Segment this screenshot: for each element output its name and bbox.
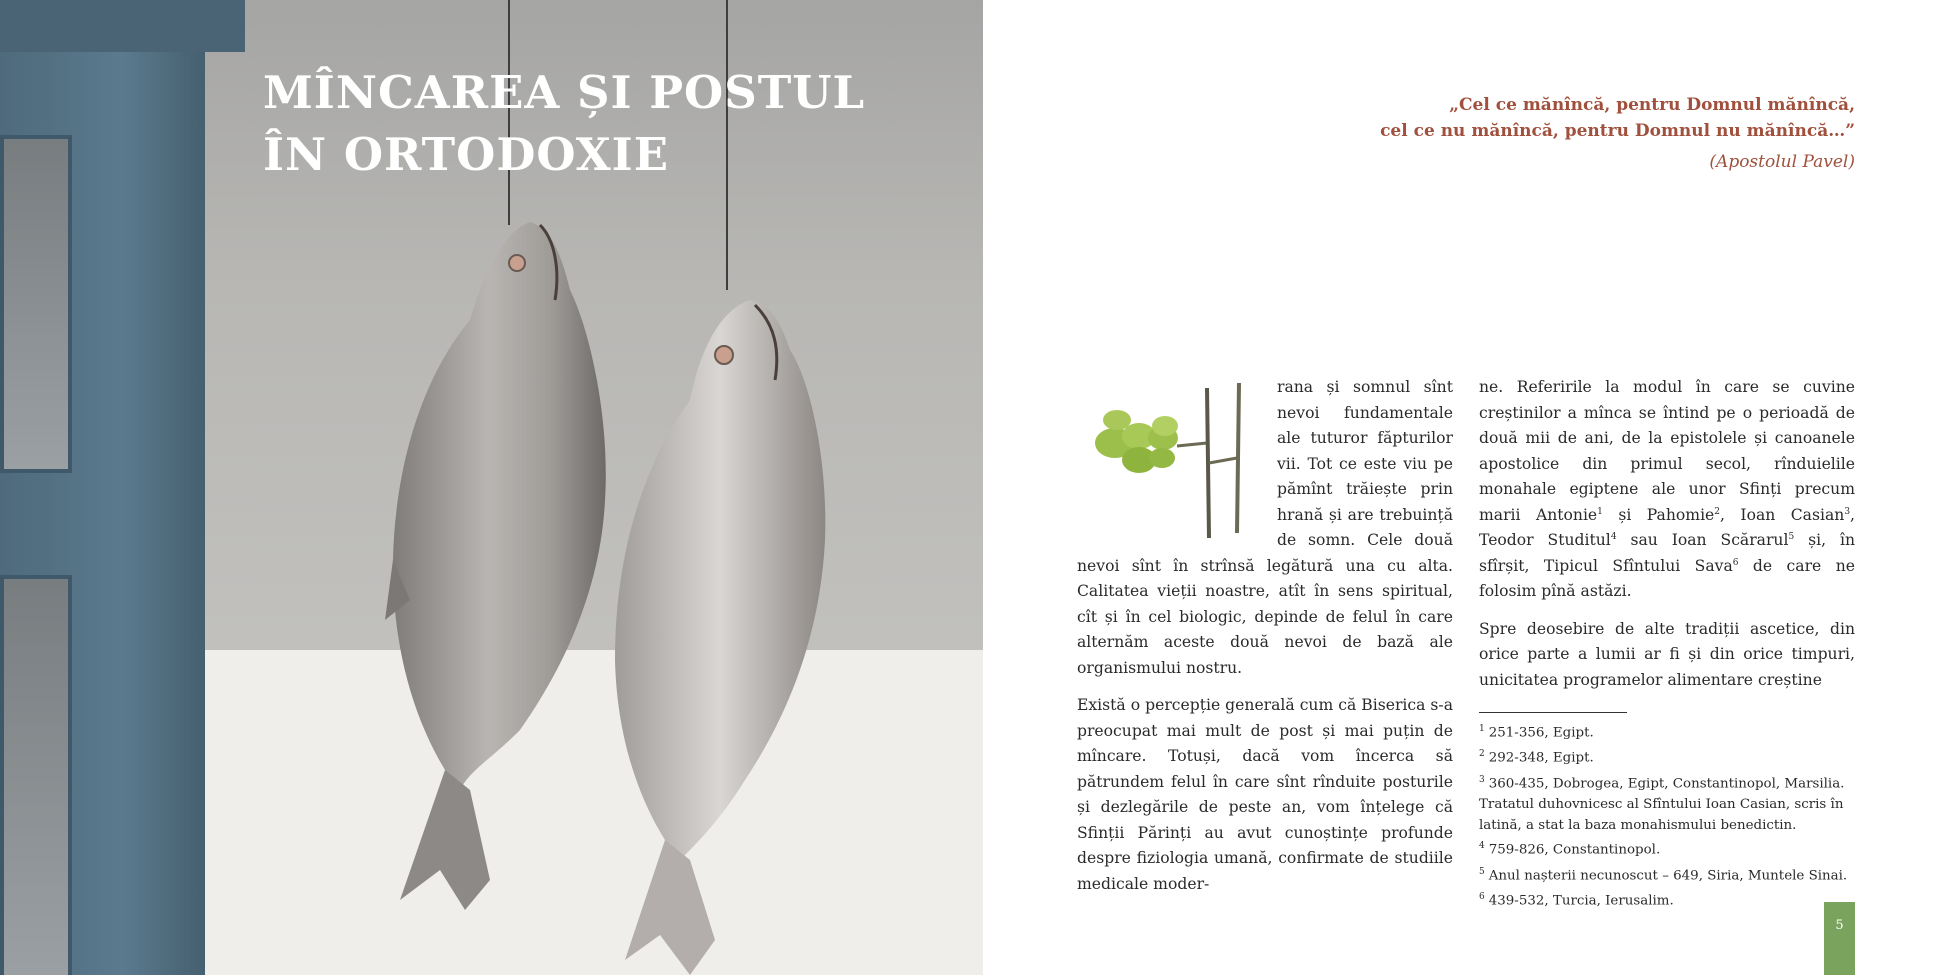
footnote-5 <box>1479 862 1855 887</box>
footnote-ref-2[interactable]: 2 <box>1714 506 1721 517</box>
title-line-2: ÎN ORTODOXIE <box>263 128 670 181</box>
paragraph-3-part-f: și, în sfîrșit, Tipicul Sfîntului Sava <box>1479 531 1855 575</box>
footnote-text: 439-532, Turcia, Ierusalim. <box>1488 893 1674 909</box>
paragraph-3-part-a: ne. Referirile la modul în care se cuvine creștinilor a mînca se întind pe o perioadă de două mii de ani, de la epistolele și canoanele apostolice din primul secol, rînduielile monahale egiptene ale unor Sfinți precum marii Antonie <box>1479 378 1855 524</box>
footnote-text: 759-826, Constantinopol. <box>1488 842 1661 858</box>
footnote-ref-4[interactable]: 4 <box>1610 531 1617 542</box>
title-line-1: MÎNCAREA ȘI POSTUL <box>263 66 866 119</box>
footnote-ref-1[interactable]: 1 <box>1597 506 1603 517</box>
footnote-number: 3 <box>1479 774 1485 785</box>
footnote-6 <box>1479 887 1855 912</box>
dropcap-grapes-illustration <box>1077 378 1269 548</box>
paragraph-2: Există o percepție generală cum că Biserica s-a preocupat mai mult de post și mai puțin de mîncare. Totuși, dacă vom încerca să pătrundem felul în care sînt rînduite posturile și dezlegările de peste an, vom înțelege că Sfinții Părinți au avut cunoștințe profunde despre fiziologia umană, confirmate de studiile medicale moder- <box>1077 696 1453 893</box>
footnote-text: 360-435, Dobrogea, Egipt, Constantinopol, Marsilia. Tratatul duhovnicesc al Sfîntului Ioan Casian, scris în latină, a stat la baza monahismului benedictin. <box>1479 776 1845 833</box>
footnote-ref-6[interactable]: 6 <box>1732 557 1739 568</box>
footnote-2 <box>1479 744 1855 769</box>
footnote-text: Anul nașterii necunoscut – 649, Siria, Muntele Sinai. <box>1488 868 1848 884</box>
footnote-text: 292-348, Egipt. <box>1488 750 1594 766</box>
fish-left <box>385 222 606 910</box>
paragraph-1: rana și somnul sînt nevoi fundamentale ale tuturor făpturilor vii. Tot ce este viu pe pămînt trăiește prin hrană și are trebuință de somn. Cele două nevoi sînt în strînsă legătură una cu alta. Calitatea vieții noastre, atît în sens spiritual, cît și în cel biologic, depinde de felul în care alternăm aceste două nevoi de bază ale organismului nostru. <box>1077 378 1453 677</box>
footnote-text: 251-356, Egipt. <box>1488 725 1594 741</box>
paragraph-3 <box>1479 375 1855 605</box>
paragraph-4: Spre deosebire de alte tradiții ascetice, din orice parte a lumii ar fi și din orice timpuri, unicitatea programelor alimentare creștine <box>1479 619 1855 689</box>
quote-line-1: „Cel ce mănîncă, pentru Domnul mănîncă, <box>1449 95 1855 115</box>
footnote-divider <box>1479 712 1627 713</box>
footnote-1 <box>1479 719 1855 744</box>
footnote-ref-3[interactable]: 3 <box>1844 506 1851 517</box>
footnote-3 <box>1479 770 1855 837</box>
paragraph-3-part-d: , Teodor Studitul <box>1479 505 1856 549</box>
fish-right <box>615 300 825 975</box>
page-number: 5 <box>1835 918 1844 933</box>
paragraph-3-part-b: și Pahomie <box>1602 505 1715 524</box>
footnote-number: 2 <box>1479 749 1485 760</box>
footnote-number: 5 <box>1479 866 1485 877</box>
paragraph-3-part-g: de care ne folosim pînă astăzi. <box>1479 556 1855 600</box>
quote-source: (Apostolul Pavel) <box>1709 152 1855 172</box>
paragraph-3-part-e: sau Ioan Scărarul <box>1616 531 1789 549</box>
footnote-number: 6 <box>1479 891 1485 902</box>
footnote-number: 4 <box>1479 841 1485 852</box>
footnote-ref-5[interactable]: 5 <box>1788 531 1795 542</box>
footnotes <box>1479 719 1855 912</box>
page-title <box>263 62 865 186</box>
epigraph-quote <box>1380 92 1855 144</box>
footnote-4 <box>1479 836 1855 861</box>
grape-cluster-icon <box>1095 410 1178 473</box>
quote-line-2: cel ce nu mănîncă, pentru Domnul nu mănîncă…” <box>1380 121 1855 141</box>
footnote-number: 1 <box>1479 724 1485 734</box>
text-column-left <box>1077 375 1453 909</box>
paragraph-3-part-c: , Ioan Casian <box>1720 505 1845 524</box>
page-number-badge <box>1824 902 1855 975</box>
text-column-right <box>1479 375 1855 705</box>
